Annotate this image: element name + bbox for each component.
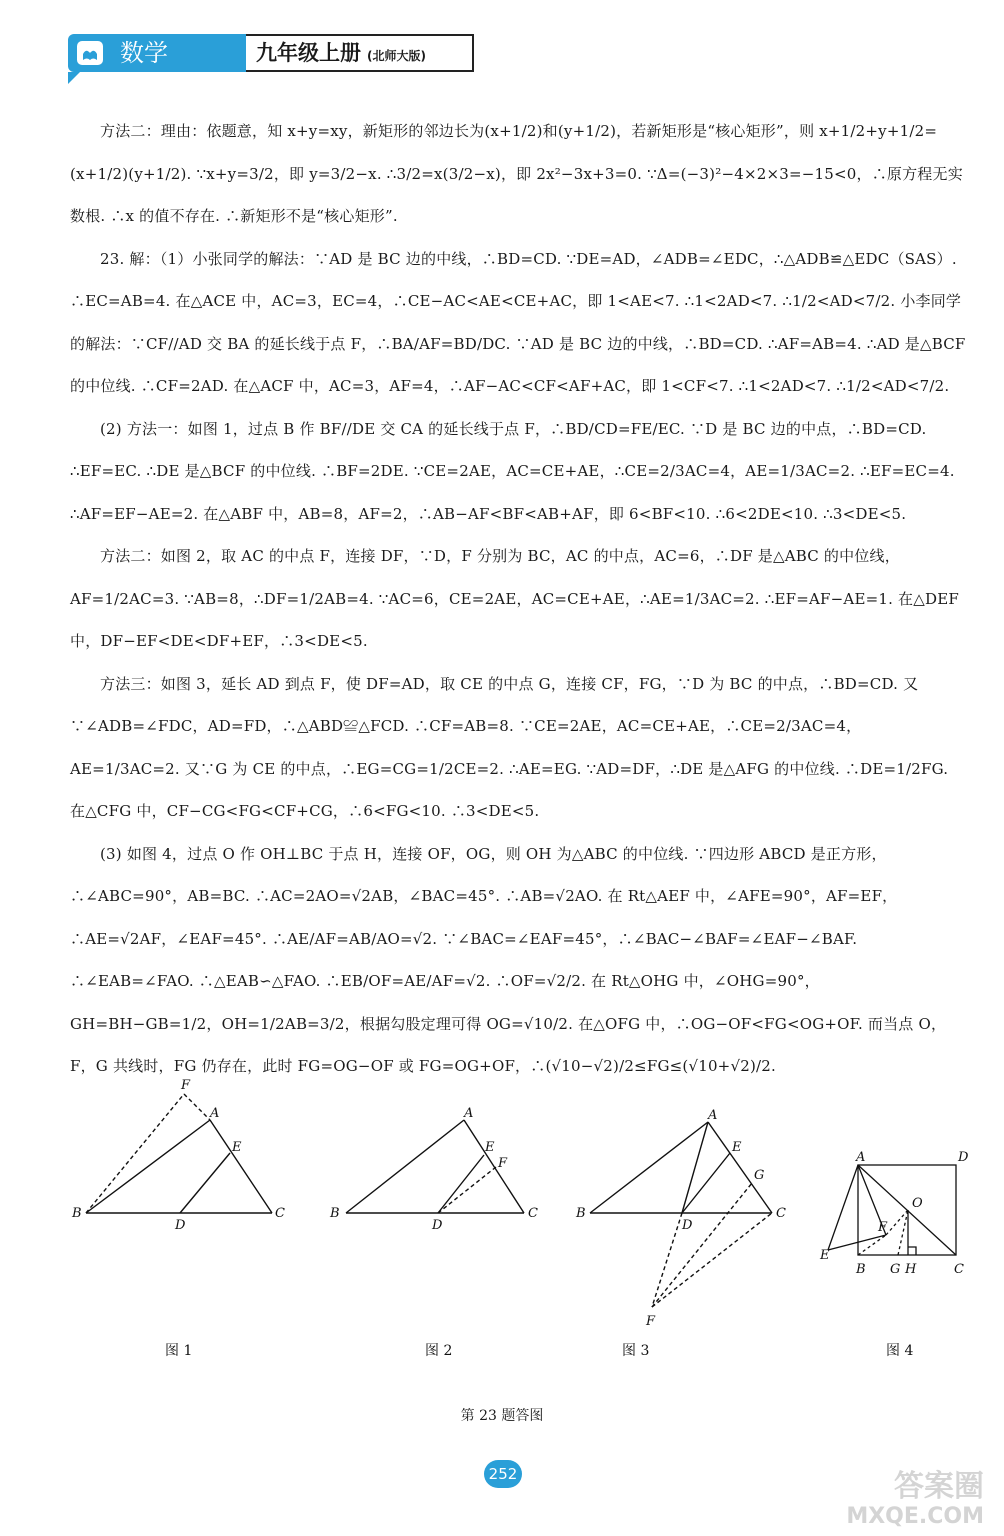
grade-label: 九年级上册 xyxy=(256,41,361,65)
fig3-label-b: B xyxy=(576,1206,586,1221)
paragraph-q23-part3: (3) 如图 4，过点 O 作 OH⊥BC 于点 H，连接 OF，OG，则 OH 为△ABC 的中位线. ∵四边形 ABCD 是正方形，∴∠ABC=90°，AB=BC. ∴AC=2AO=√2AB，∠BAC=45°. ∴AB=√2AO. 在 Rt△AEF 中，∠AFE=90°，AF=EF，∴AE=√2AF，∠EAF=45°. ∴AE/AF=AB/AO=√2. ∵∠BAC=∠EAF=45°，∴∠BAC−∠BAF=∠EAF−∠BAF. ∴∠EAB=∠FAO. ∴△EAB∽△FAO. ∴EB/OF=AE/AF=√2. ∴OF=√2/2. 在 Rt△OHG 中，∠OHG=90°，GH=BH−GB=1/2，OH=1/2AB=3/2，根据勾股定理可得 OG=√10/2. 在△OFG 中，∴OG−OF<FG<OG+OF. 而当点 O，F，G 共线时，FG 仍存在，此时 FG=OG−OF 或 FG=OG+OF，∴(√10−√2)/2≤FG≤(√10+√2)/2. xyxy=(70,844,947,1075)
answer-figures xyxy=(60,1075,980,1375)
fig1-label-d: D xyxy=(175,1218,186,1233)
book-logo-icon xyxy=(68,34,112,72)
fig1-label-f: F xyxy=(181,1078,191,1093)
solution-text xyxy=(70,110,968,1088)
figure-group-caption: 第 23 题答图 xyxy=(460,1408,544,1424)
fig4-label-d: D xyxy=(958,1150,969,1165)
fig4-caption: 图 4 xyxy=(886,1343,914,1359)
figure-3 xyxy=(590,1122,772,1307)
fig2-label-e: E xyxy=(485,1140,495,1155)
fig3-label-f: F xyxy=(646,1314,656,1329)
fig2-label-f: F xyxy=(498,1156,508,1171)
fig4-label-e: E xyxy=(820,1248,830,1263)
fig4-label-a: A xyxy=(856,1150,866,1165)
watermark-logo xyxy=(814,1470,984,1530)
fig4-label-g: G xyxy=(890,1262,901,1277)
fig3-label-g: G xyxy=(754,1168,765,1183)
fig2-label-b: B xyxy=(330,1206,340,1221)
page-number: 252 xyxy=(484,1460,522,1488)
fig1-caption: 图 1 xyxy=(165,1343,193,1359)
page-header xyxy=(68,28,428,86)
fig3-label-a: A xyxy=(708,1108,718,1123)
fig4-label-c: C xyxy=(954,1262,964,1277)
fig2-label-c: C xyxy=(528,1206,538,1221)
figure-1 xyxy=(86,1094,272,1213)
fig2-label-d: D xyxy=(432,1218,443,1233)
fig3-label-e: E xyxy=(732,1140,742,1155)
figure-4 xyxy=(828,1165,956,1255)
fig3-label-c: C xyxy=(776,1206,786,1221)
fig4-label-o: O xyxy=(912,1196,923,1211)
fig4-label-b: B xyxy=(856,1262,866,1277)
fig2-caption: 图 2 xyxy=(425,1343,453,1359)
header-tail xyxy=(68,72,80,84)
edition-label: (北师大版) xyxy=(367,49,426,63)
fig1-label-c: C xyxy=(275,1206,285,1221)
paragraph-q23-part2-method1: (2) 方法一：如图 1，过点 B 作 BF//DE 交 CA 的延长线于点 F，∴BD/CD=FE/EC. ∵D 是 BC 边的中点，∴BD=CD. ∴EF=EC. ∴DE 是△BCF 的中位线. ∴BF=2DE. ∵CE=2AE，AC=CE+AE，∴CE=2/3AC=4，AE=1/3AC=2. ∴EF=EC=4. ∴AF=EF−AE=2. 在△ABF 中，AB=8，AF=2，∴AB−AF<BF<AB+AF，即 6<BF<10. ∴6<2DE<10. ∴3<DE<5. xyxy=(70,419,955,523)
subject-label: 数学 xyxy=(112,34,246,72)
fig1-label-e: E xyxy=(232,1140,242,1155)
paragraph-q23-part1: 23. 解：（1）小张同学的解法：∵AD 是 BC 边的中线，∴BD=CD. ∵DE=AD，∠ADB=∠EDC，∴△ADB≌△EDC（SAS）. ∴EC=AB=4. 在△ACE 中，AC=3，EC=4，∴CE−AC<AE<CE+AC，即 1<AE<7. ∴1<2AD<7. ∴1/2<AD<7/2. 小李同学的解法：∵CF//AD 交 BA 的延长线于点 F，∴BA/AF=BD/DC. ∵AD 是 BC 边的中线，∴BD=CD. ∴AF=AB=4. ∴AD 是△BCF 的中位线. ∴CF=2AD. 在△ACF 中，AC=3，AF=4，∴AF−AC<CF<AF+AC，即 1<CF<7. ∴1<2AD<7. ∴1/2<AD<7/2. xyxy=(70,249,966,395)
fig4-label-f: F xyxy=(878,1220,888,1235)
fig1-label-b: B xyxy=(72,1206,82,1221)
fig3-caption: 图 3 xyxy=(622,1343,650,1359)
fig1-label-a: A xyxy=(210,1106,220,1121)
fig2-label-a: A xyxy=(464,1106,474,1121)
paragraph-q23-part2-method2: 方法二：如图 2，取 AC 的中点 F，连接 DF，∵D，F 分别为 BC，AC 的中点，AC=6，∴DF 是△ABC 的中位线，AF=1/2AC=3. ∵AB=8，∴DF=1/2AB=4. ∵AC=6，CE=2AE，AC=CE+AE，∴AE=1/3AC=2. ∴EF=AF−AE=1. 在△DEF 中，DF−EF<DE<DF+EF，∴3<DE<5. xyxy=(70,547,959,650)
paragraph-q23-part2-method3: 方法三：如图 3，延长 AD 到点 F，使 DF=AD，取 CE 的中点 G，连接 CF，FG，∵D 为 BC 的中点，∴BD=CD. 又∵∠ADB=∠FDC，AD=FD，∴△ABD≌△FCD. ∴CF=AB=8. ∵CE=2AE，AC=CE+AE，∴CE=2/3AC=4，AE=1/3AC=2. 又∵G 为 CE 的中点，∴EG=CG=1/2CE=2. ∴AE=EG. ∵AD=DF，∴DE 是△AFG 的中位线. ∴DE=1/2FG. 在△CFG 中，CF−CG<FG<CF+CG，∴6<FG<10. ∴3<DE<5. xyxy=(70,674,949,820)
paragraph-method-two-rect: 方法二：理由：依题意，知 x+y=xy，新矩形的邻边长为(x+1/2)和(y+1/2)，若新矩形是“核心矩形”，则 x+1/2+y+1/2=(x+1/2)(y+1/2). ∵x+y=3/2，即 y=3/2−x. ∴3/2=x(3/2−x)，即 2x²−3x+3=0. ∵Δ=(−3)²−4×2×3=−15<0，∴原方程无实数根. ∴x 的值不存在. ∴新矩形不是“核心矩形”. xyxy=(70,122,963,225)
fig4-label-h: H xyxy=(905,1262,917,1277)
watermark-line2: MXQE.COM xyxy=(846,1504,984,1529)
fig3-label-d: D xyxy=(682,1218,693,1233)
watermark-line1: 答案圈 xyxy=(894,1469,984,1504)
grade-title xyxy=(246,34,474,72)
